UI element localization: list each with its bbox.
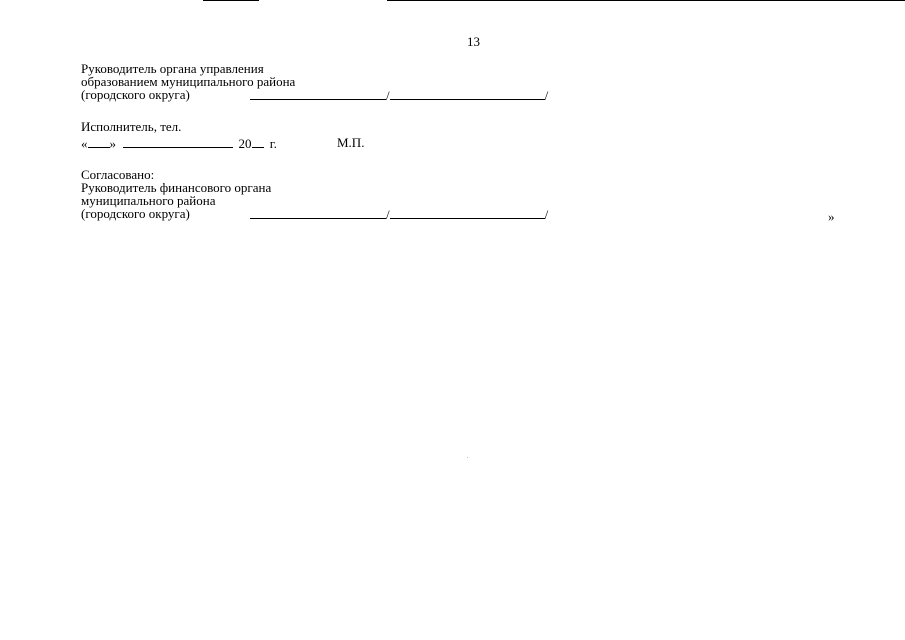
head-signature-blank: [250, 88, 386, 100]
approval-title-line1: Руководитель финансового органа: [81, 180, 272, 195]
executor-date-field: [81, 136, 277, 150]
date-year-prefix: 20: [238, 136, 252, 151]
approval-signature-blank: [250, 207, 386, 219]
approval-signature-field: [250, 207, 548, 221]
head-title-line3: (городского округа): [81, 87, 190, 102]
scan-edge-line-right: [387, 0, 905, 1]
executor-label: Исполнитель, тел.: [81, 119, 182, 134]
approval-signature-slash2: /: [544, 207, 549, 222]
date-quote-close: »: [109, 136, 116, 151]
seal-mark: М.П.: [337, 135, 365, 150]
head-signature-field: [250, 88, 548, 102]
date-quote-open: «: [81, 136, 88, 151]
scan-edge-line-left: [203, 0, 259, 1]
date-day-blank: [88, 136, 110, 148]
approval-title-line3: (городского округа): [81, 206, 190, 221]
closing-quote: »: [828, 209, 835, 224]
approval-signature-slash1: /: [386, 207, 390, 222]
head-title-line1: Руководитель органа управления: [81, 61, 264, 76]
approval-title-line2: муниципального района: [81, 193, 216, 208]
date-year-blank: [252, 136, 264, 148]
date-year-suffix: г.: [269, 136, 277, 151]
date-month-blank: [123, 136, 233, 148]
page-number: 13: [467, 34, 480, 49]
head-name-blank: [390, 88, 545, 100]
head-signature-slash1: /: [386, 88, 390, 103]
approval-name-blank: [390, 207, 545, 219]
head-signature-slash2: /: [544, 88, 549, 103]
approval-label: Согласовано:: [81, 167, 155, 182]
scan-speck: [467, 457, 468, 458]
head-title-line2: образованием муниципального района: [81, 74, 296, 89]
